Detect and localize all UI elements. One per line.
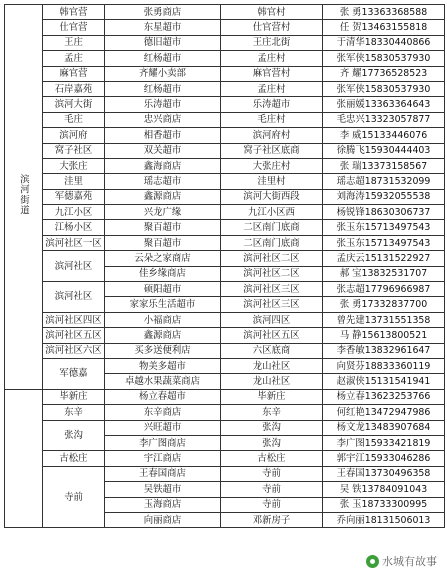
store-cell: 鑫海商店 xyxy=(105,158,221,173)
village-cell: 毛庄 xyxy=(43,112,105,127)
contact-cell: 张丽媛13363364643 xyxy=(323,97,445,112)
store-cell: 李广图商店 xyxy=(105,435,221,450)
village-cell: 洼里 xyxy=(43,174,105,189)
contact-cell: 瑶志超18731532099 xyxy=(323,174,445,189)
contact-cell: 吴 铁13784091043 xyxy=(323,482,445,497)
address-cell: 毛庄村 xyxy=(221,112,323,127)
table-body xyxy=(5,5,445,528)
address-cell: 二区南门底商 xyxy=(221,220,323,235)
contact-cell: 李 威15133446076 xyxy=(323,128,445,143)
store-cell: 吴铁超市 xyxy=(105,482,221,497)
address-cell: 东辛 xyxy=(221,405,323,420)
table-row xyxy=(5,35,445,50)
store-cell: 德旧超市 xyxy=(105,35,221,50)
village-cell: 滨河社区 xyxy=(43,282,105,313)
store-cell: 买多送便利店 xyxy=(105,343,221,358)
store-cell: 小福商店 xyxy=(105,312,221,327)
address-cell: 麻官营村 xyxy=(221,66,323,81)
table-row xyxy=(5,451,445,466)
store-cell: 张勇商店 xyxy=(105,5,221,20)
contact-cell: 张 瑞13373158567 xyxy=(323,158,445,173)
contact-cell: 曾先建13731551358 xyxy=(323,312,445,327)
store-cell: 乐涛超市 xyxy=(105,97,221,112)
address-cell: 滨河社区二区 xyxy=(221,251,323,266)
store-cell: 东辛商店 xyxy=(105,405,221,420)
table-row xyxy=(5,343,445,358)
village-cell: 古松庄 xyxy=(43,451,105,466)
store-cell: 双关超市 xyxy=(105,143,221,158)
table-row xyxy=(5,20,445,35)
store-cell: 宇江商店 xyxy=(105,451,221,466)
address-cell: 窝子社区底商 xyxy=(221,143,323,158)
watermark-text: 水城有故事 xyxy=(382,555,437,568)
store-cell: 向丽商店 xyxy=(105,512,221,527)
village-cell: 仕官营 xyxy=(43,20,105,35)
table-row xyxy=(5,143,445,158)
address-cell: 邓新房子 xyxy=(221,512,323,527)
contact-cell: 刘海涛15932055538 xyxy=(323,189,445,204)
watermark xyxy=(364,552,439,570)
store-cell: 瑶志超市 xyxy=(105,174,221,189)
contact-cell: 向贤芬18833360119 xyxy=(323,358,445,373)
contact-cell: 任 贺13463155818 xyxy=(323,20,445,35)
address-cell: 毕新庄 xyxy=(221,389,323,404)
store-cell: 齐耀小卖部 xyxy=(105,66,221,81)
address-cell: 张沟 xyxy=(221,420,323,435)
store-cell: 兴旺超市 xyxy=(105,420,221,435)
contact-cell: 毛忠兴13323057877 xyxy=(323,112,445,127)
contact-cell: 张玉东15713497543 xyxy=(323,235,445,250)
address-cell: 仕官营村 xyxy=(221,20,323,35)
address-cell: 滨河社区二区 xyxy=(221,266,323,281)
village-cell: 张沟 xyxy=(43,420,105,451)
address-cell: 滨河大街西段 xyxy=(221,189,323,204)
store-cell: 卓越水果蔬菜商店 xyxy=(105,374,221,389)
contact-cell: 张军侠15830537930 xyxy=(323,81,445,96)
contact-cell: 郝 宝13832531707 xyxy=(323,266,445,281)
table-row xyxy=(5,174,445,189)
village-cell: 滨河社区 xyxy=(43,251,105,282)
village-cell: 军德嘉 xyxy=(43,358,105,389)
store-cell: 聚百超市 xyxy=(105,235,221,250)
table-row xyxy=(5,189,445,204)
store-cell: 家家乐生活超市 xyxy=(105,297,221,312)
village-cell: 石岸嘉苑 xyxy=(43,81,105,96)
village-cell: 毕新庄 xyxy=(43,389,105,404)
contact-cell: 张玉东15713497543 xyxy=(323,220,445,235)
store-cell: 忠兴商店 xyxy=(105,112,221,127)
table-row xyxy=(5,51,445,66)
table-row xyxy=(5,389,445,404)
village-cell: 滨河社区四区 xyxy=(43,312,105,327)
table-row xyxy=(5,205,445,220)
contact-cell: 于清华18330440866 xyxy=(323,35,445,50)
contact-cell: 杨锐锋18630306737 xyxy=(323,205,445,220)
address-cell: 滨河社区五区 xyxy=(221,328,323,343)
store-cell: 王春国商店 xyxy=(105,466,221,481)
store-cell: 鑫源商店 xyxy=(105,189,221,204)
village-cell: 寺前 xyxy=(43,466,105,528)
store-cell: 东星超市 xyxy=(105,20,221,35)
contact-cell: 张 勇17332837700 xyxy=(323,297,445,312)
contact-cell: 李广图15933421819 xyxy=(323,435,445,450)
address-cell: 大张庄村 xyxy=(221,158,323,173)
table-row xyxy=(5,66,445,81)
address-cell: 乐涛超市 xyxy=(221,97,323,112)
village-cell: 孟庄 xyxy=(43,51,105,66)
table-row xyxy=(5,5,445,20)
table-row xyxy=(5,405,445,420)
table-row xyxy=(5,235,445,250)
contact-cell: 张 玉18733300995 xyxy=(323,497,445,512)
store-cell: 聚百超市 xyxy=(105,220,221,235)
table-row xyxy=(5,81,445,96)
address-cell: 寺前 xyxy=(221,466,323,481)
address-cell: 孟庄村 xyxy=(221,51,323,66)
address-cell: 寺前 xyxy=(221,497,323,512)
store-cell: 云朵之家商店 xyxy=(105,251,221,266)
table-row xyxy=(5,358,445,373)
table-row xyxy=(5,328,445,343)
village-cell: 军德嘉苑 xyxy=(43,189,105,204)
address-cell: 六区底商 xyxy=(221,343,323,358)
address-cell: 滨河四区 xyxy=(221,312,323,327)
store-cell: 玉海商店 xyxy=(105,497,221,512)
contact-cell: 李香敏13832961647 xyxy=(323,343,445,358)
contact-cell: 孟庆云15131522927 xyxy=(323,251,445,266)
address-cell: 龙山社区 xyxy=(221,374,323,389)
village-cell: 窝子社区 xyxy=(43,143,105,158)
district-cell xyxy=(5,5,43,390)
table-row xyxy=(5,220,445,235)
contact-cell: 何红艳13472947986 xyxy=(323,405,445,420)
village-cell: 滨河社区六区 xyxy=(43,343,105,358)
table-row xyxy=(5,128,445,143)
table-row xyxy=(5,158,445,173)
address-cell: 王庄北街 xyxy=(221,35,323,50)
store-cell: 红杨超市 xyxy=(105,81,221,96)
contact-cell: 徐腾飞15930444403 xyxy=(323,143,445,158)
table-row xyxy=(5,251,445,266)
contact-cell: 杨立春13623253766 xyxy=(323,389,445,404)
address-cell: 孟庄村 xyxy=(221,81,323,96)
table-row xyxy=(5,282,445,297)
contact-cell: 乔向丽18131506013 xyxy=(323,512,445,527)
store-cell: 鑫源商店 xyxy=(105,328,221,343)
contact-cell: 郭宇江15933046286 xyxy=(323,451,445,466)
contact-cell: 马 静15613800521 xyxy=(323,328,445,343)
wechat-icon xyxy=(366,555,379,568)
table-row xyxy=(5,420,445,435)
village-cell: 滨河社区一区 xyxy=(43,235,105,250)
store-cell: 杨立春超市 xyxy=(105,389,221,404)
address-cell: 二区南门底商 xyxy=(221,235,323,250)
address-cell: 龙山社区 xyxy=(221,358,323,373)
contact-cell: 齐 耀17736528523 xyxy=(323,66,445,81)
village-cell: 滨河大街 xyxy=(43,97,105,112)
district-label: 滨河街道 xyxy=(18,174,29,216)
table-row xyxy=(5,312,445,327)
village-cell: 江杨小区 xyxy=(43,220,105,235)
village-cell: 麻官营 xyxy=(43,66,105,81)
contact-cell: 张 勇13363368588 xyxy=(323,5,445,20)
address-cell: 滨河社区三区 xyxy=(221,282,323,297)
village-cell: 大张庄 xyxy=(43,158,105,173)
contact-cell: 张军侠15830537930 xyxy=(323,51,445,66)
address-cell: 韩官村 xyxy=(221,5,323,20)
store-cell: 物美多超市 xyxy=(105,358,221,373)
district-cell xyxy=(5,389,43,528)
village-cell: 九江小区 xyxy=(43,205,105,220)
village-cell: 滨河府 xyxy=(43,128,105,143)
store-cell: 佳乡缘商店 xyxy=(105,266,221,281)
address-cell: 九江小区西 xyxy=(221,205,323,220)
table-row xyxy=(5,112,445,127)
village-cell: 王庄 xyxy=(43,35,105,50)
address-cell: 洼里村 xyxy=(221,174,323,189)
address-cell: 古松庄 xyxy=(221,451,323,466)
address-cell: 张沟 xyxy=(221,435,323,450)
store-cell: 红杨超市 xyxy=(105,51,221,66)
store-cell: 兴龙广缘 xyxy=(105,205,221,220)
store-cell: 硕阳超市 xyxy=(105,282,221,297)
contact-cell: 张志超17796966987 xyxy=(323,282,445,297)
address-cell: 滨河社区三区 xyxy=(221,297,323,312)
address-cell: 寺前 xyxy=(221,482,323,497)
village-cell: 韩官营 xyxy=(43,5,105,20)
contact-cell: 杨文龙13483907684 xyxy=(323,420,445,435)
contact-cell: 王春国13730496358 xyxy=(323,466,445,481)
contact-cell: 赵淑侠15131541941 xyxy=(323,374,445,389)
store-table xyxy=(4,4,445,528)
village-cell: 东辛 xyxy=(43,405,105,420)
table-row xyxy=(5,466,445,481)
address-cell: 滨河府村 xyxy=(221,128,323,143)
table-row xyxy=(5,97,445,112)
village-cell: 滨河社区五区 xyxy=(43,328,105,343)
store-cell: 相香超市 xyxy=(105,128,221,143)
